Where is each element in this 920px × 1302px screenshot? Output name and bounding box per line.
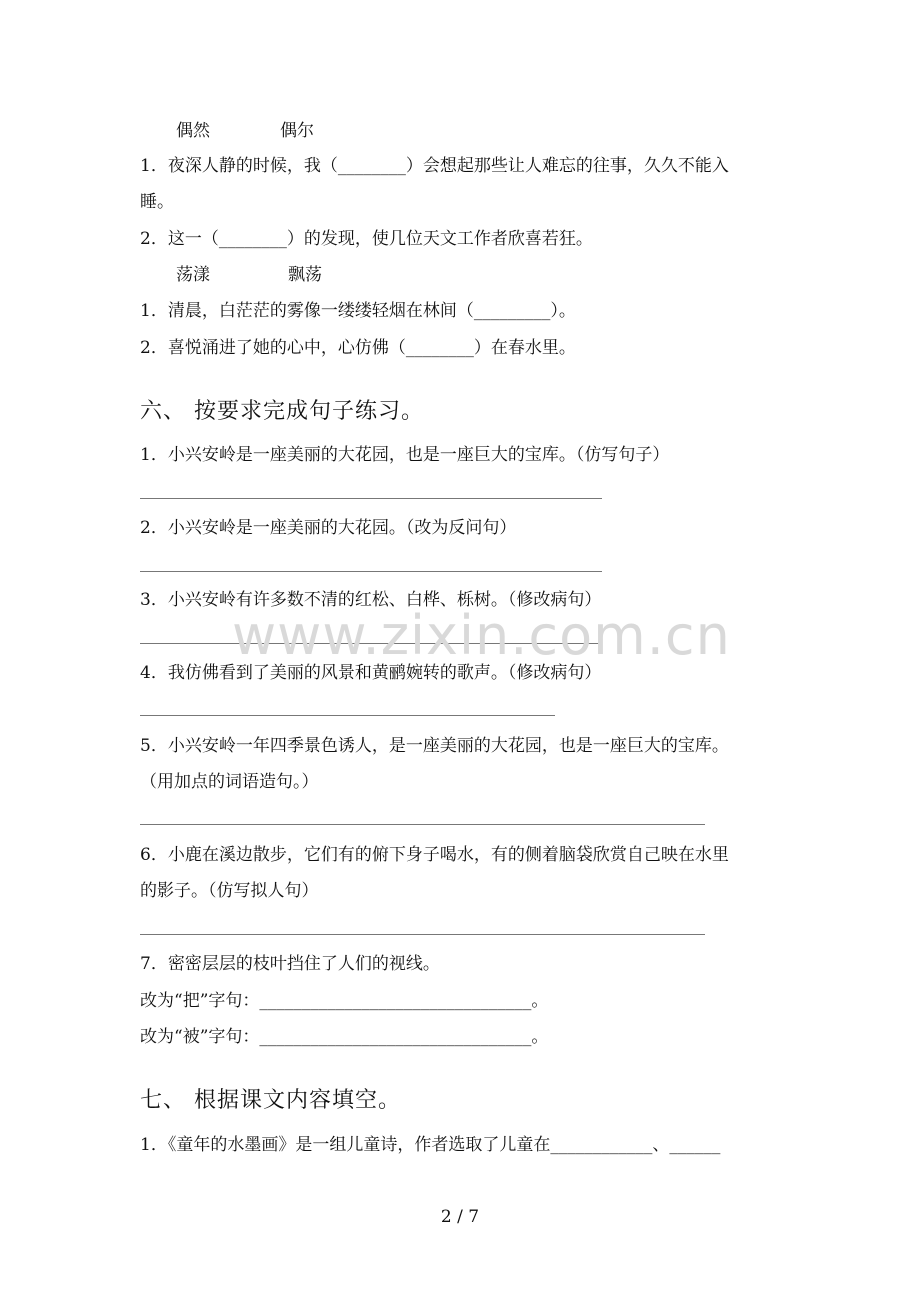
question-text: 5．小兴安岭一年四季景色诱人，是一座美丽的大花园，也是一座巨大的宝库。 (140, 736, 729, 756)
question-text: 2．这一（________）的发现，使几位天文工作者欣喜若狂。 (140, 229, 593, 249)
question-text: 的影子。（仿写拟人句） (140, 881, 319, 901)
question-text: 2．喜悦涌进了她的心中，心仿佛（________）在春水里。 (140, 338, 576, 358)
page-number: 2 / 7 (440, 1207, 480, 1227)
question-text: 1．清晨，白茫茫的雾像一缕缕轻烟在林间（_________）。 (140, 301, 576, 321)
word-option: 荡漾 (176, 265, 210, 285)
question-text: 1．小兴安岭是一座美丽的大花园，也是一座巨大的宝库。（仿写句子） (140, 445, 670, 465)
answer-line[interactable] (140, 824, 705, 825)
question-text: 6．小鹿在溪边散步，它们有的俯下身子喝水，有的侧着脑袋欣赏自己映在水里 (140, 845, 729, 865)
answer-line[interactable] (140, 498, 602, 499)
word-option: 偶尔 (280, 121, 314, 141)
word-option: 偶然 (176, 121, 210, 141)
question-text: 3．小兴安岭有许多数不清的红松、白桦、栎树。（修改病句） (140, 590, 602, 610)
question-text: 睡。 (140, 192, 174, 212)
section-heading: 六、 按要求完成句子练习。 (140, 399, 424, 424)
question-text: （用加点的词语造句。） (140, 772, 319, 792)
section-heading: 七、 根据课文内容填空。 (140, 1088, 401, 1113)
question-text: 7．密密层层的枝叶挡住了人们的视线。 (140, 954, 440, 974)
word-option: 飘荡 (288, 265, 322, 285)
question-text: 1．夜深人静的时候，我（________）会想起那些让人难忘的往事，久久不能入 (140, 156, 729, 176)
answer-prompt-bei[interactable]: 改为“被”字句：________________________________。 (140, 1027, 549, 1047)
question-text: 1．《童年的水墨画》是一组儿童诗，作者选取了儿童在____________、______ (140, 1135, 721, 1155)
watermark: www.zixin.com.cn (232, 604, 731, 667)
question-text: 4．我仿佛看到了美丽的风景和黄鹂婉转的歌声。（修改病句） (140, 663, 602, 683)
question-text: 2．小兴安岭是一座美丽的大花园。（改为反问句） (140, 518, 517, 538)
answer-prompt-ba[interactable]: 改为“把”字句：________________________________。 (140, 991, 549, 1011)
answer-line[interactable] (140, 715, 555, 716)
answer-line[interactable] (140, 934, 705, 935)
answer-line[interactable] (140, 571, 602, 572)
